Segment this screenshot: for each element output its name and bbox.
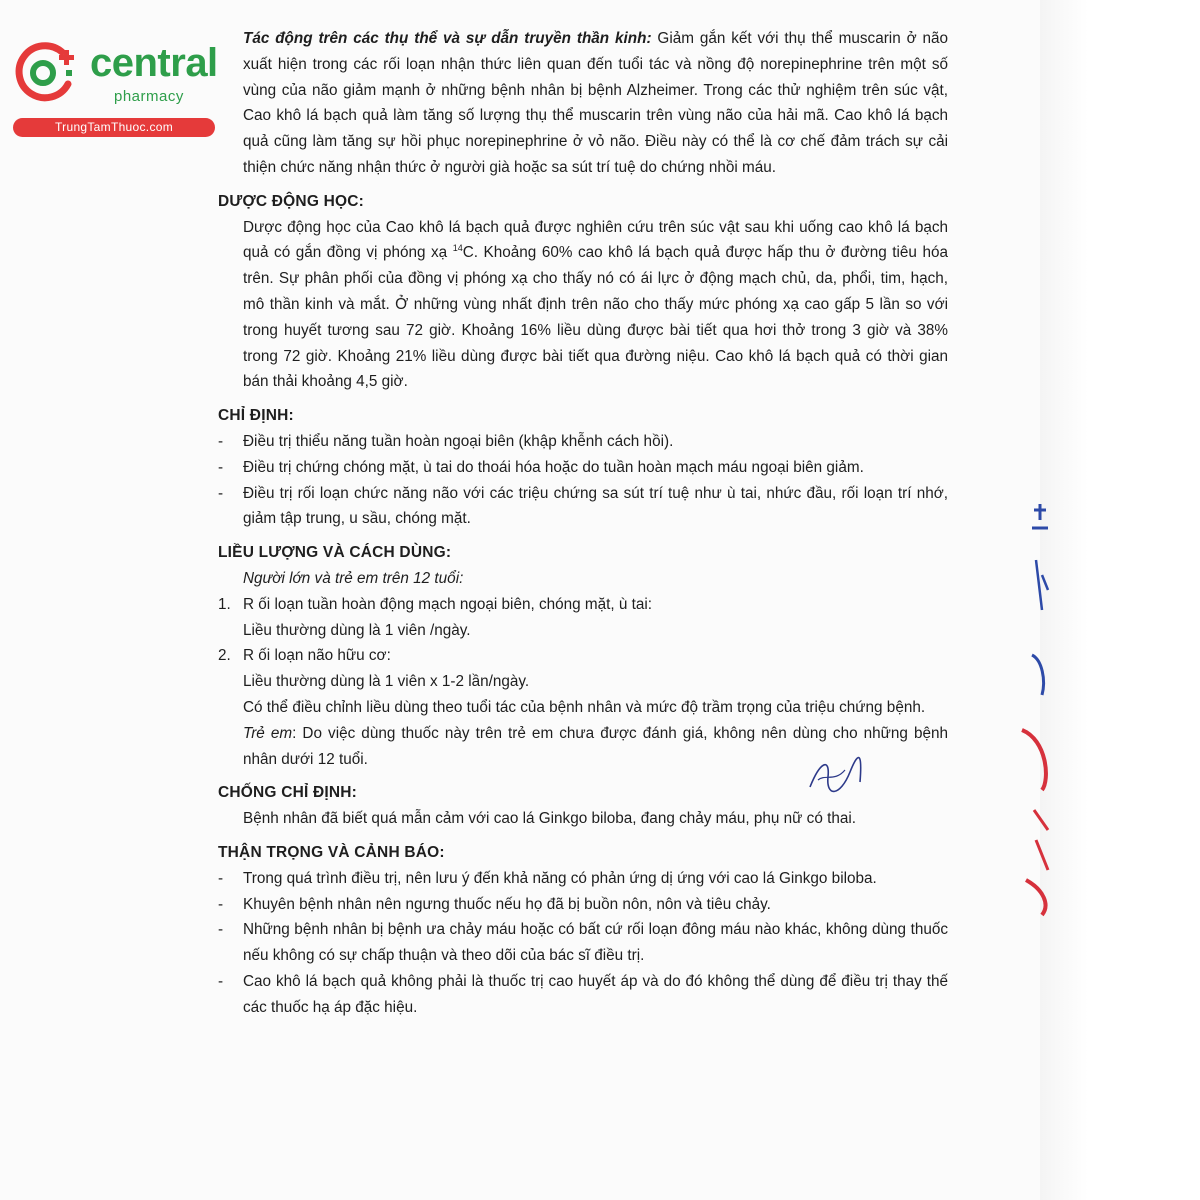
- indication-item: - Điều trị thiểu năng tuần hoàn ngoại biên (khập khễnh cách hồi).: [218, 429, 948, 455]
- warning-item: - Cao khô lá bạch quả không phải là thuốc trị cao huyết áp và do đó không thể dùng để điều trị thay thế các thuốc hạ áp đặc hiệu.: [218, 969, 948, 1021]
- pk-text-a: Dược động học của Cao khô lá bạch quả được nghiên cứu trên súc vật sau khi uống cao khô lá bạch quả có gắn đồng vị phóng xạ: [243, 218, 948, 262]
- intro-paragraph: [218, 26, 948, 181]
- contraindications-text: Bệnh nhân đã biết quá mẫn cảm với cao lá Ginkgo biloba, đang chảy máu, phụ nữ có thai.: [243, 810, 856, 828]
- indications-heading: CHỈ ĐỊNH:: [218, 407, 294, 425]
- indication-text: Điều trị chứng chóng mặt, ù tai do thoái hóa hoặc do tuần hoàn mạch máu ngoại biên giảm.: [243, 458, 864, 476]
- document-body: [218, 26, 948, 1020]
- warning-item: - Những bệnh nhân bị bệnh ưa chảy máu hoặc có bất cứ rối loạn đông máu nào khác, không dùng thuốc nếu không có sự chấp thuận và theo dõi của bác sĩ điều trị.: [218, 917, 948, 969]
- pk-text-b: C. Khoảng 60% cao khô lá bạch quả được hấp thu ở đường tiêu hóa trên. Sự phân phối của đồng vị phóng xạ cho thấy nó có ái lực ở động mạch chủ, da, phổi, tim, hạch, mô thần kinh và mắt. Ở những vùng nhất định trên não cho thấy mức phóng xạ cao gấp 5 lần so với trong huyết tương sau 72 giờ. Khoảng 16% liều dùng được bài tiết qua hơi thở trong 3 giờ và 38% trong 72 giờ. Khoảng 21% liều dùng được bài tiết qua đường niệu. Cao khô lá bạch quả có thời gian bán thải khoảng 4,5 giờ.: [243, 244, 948, 391]
- warnings-heading: THẬN TRỌNG VÀ CẢNH BÁO:: [218, 843, 445, 861]
- warning-text: Cao khô lá bạch quả không phải là thuốc trị cao huyết áp và do đó không thể dùng để điều trị thay thế các thuốc hạ áp đặc hiệu.: [243, 972, 948, 1016]
- page-margin: [1040, 0, 1200, 1200]
- dosage-adjust: Có thể điều chỉnh liều dùng theo tuổi tác của bệnh nhân và mức độ trầm trọng của triệu chứng bệnh.: [243, 698, 926, 716]
- pharmacy-cross-logo-icon: [10, 38, 80, 108]
- warning-text: Trong quá trình điều trị, nên lưu ý đến khả năng có phản ứng dị ứng với cao lá Ginkgo biloba.: [243, 869, 877, 887]
- dosage-item: [218, 643, 948, 669]
- dosage-item: [218, 592, 948, 618]
- warning-text: Khuyên bệnh nhân nên ngưng thuốc nếu họ đã bị buồn nôn, nôn và tiêu chảy.: [243, 895, 771, 913]
- dosage-item-dose: Liều thường dùng là 1 viên /ngày.: [243, 621, 471, 639]
- dosage-item-number: 2.: [218, 647, 231, 665]
- intro-body: Giảm gắn kết với thụ thể muscarin ở não xuất hiện trong các rối loạn nhận thức liên quan đến tuổi tác và nồng độ norepinephrine trên một số vùng của não giảm mạnh ở những bệnh nhân bị bệnh Alzheimer. Trong các thử nghiệm trên súc vật, Cao khô lá bạch quả làm tăng số lượng thụ thể muscarin trên vùng não của hải mã. Cao khô lá bạch quả cũng làm tăng sự hồi phục norepinephrine ở vỏ não. Điều này có thể là cơ chế đảm trách sự cải thiện chức năng nhận thức ở người già hoặc sa sút trí tuệ do chứng nhồi máu.: [243, 30, 948, 176]
- indication-text: Điều trị rối loạn chức năng não với các triệu chứng sa sút trí tuệ như ù tai, nhức đầu, rối loạn trí nhớ, giảm tập trung, u sầu, chóng mặt.: [243, 484, 948, 528]
- warning-item: - Khuyên bệnh nhân nên ngưng thuốc nếu họ đã bị buồn nôn, nôn và tiêu chảy.: [218, 892, 948, 918]
- contraindications-heading: CHỐNG CHỈ ĐỊNH:: [218, 784, 358, 802]
- logo-wordmark: central: [90, 41, 218, 85]
- dosage-item-number: 1.: [218, 595, 231, 613]
- intro-lead: Tác động trên các thụ thể và sự dẫn truyền thần kinh:: [243, 30, 652, 47]
- signature-mark: [800, 752, 870, 802]
- dosage-heading: LIỀU LƯỢNG VÀ CÁCH DÙNG:: [218, 544, 452, 562]
- indication-item: - Điều trị rối loạn chức năng não với các triệu chứng sa sút trí tuệ như ù tai, nhức đầu, rối loạn trí nhớ, giảm tập trung, u sầu, chóng mặt.: [218, 481, 948, 533]
- children-text: : Do việc dùng thuốc này trên trẻ em chưa được đánh giá, không nên dùng cho những bệnh nhân dưới 12 tuổi.: [243, 724, 949, 768]
- warning-item: - Trong quá trình điều trị, nên lưu ý đến khả năng có phản ứng dị ứng với cao lá Ginkgo biloba.: [218, 866, 948, 892]
- pharmacokinetics-paragraph: [218, 215, 948, 396]
- official-stamp-fragment: [1012, 480, 1052, 920]
- warning-text: Những bệnh nhân bị bệnh ưa chảy máu hoặc có bất cứ rối loạn đông máu nào khác, không dùng thuốc nếu không có sự chấp thuận và theo dõi của bác sĩ điều trị.: [243, 921, 948, 965]
- dosage-item-title: R ối loạn não hữu cơ:: [243, 647, 391, 665]
- logo-tagline: pharmacy: [114, 88, 184, 105]
- pharmacokinetics-heading: DƯỢC ĐỘNG HỌC:: [218, 192, 364, 210]
- logo-website: TrungTamThuoc.com: [13, 118, 215, 137]
- dosage-item-title: R ối loạn tuần hoàn động mạch ngoại biên, chóng mặt, ù tai:: [243, 595, 653, 613]
- children-label: Trẻ em: [243, 724, 293, 742]
- central-pharmacy-logo[interactable]: [10, 38, 218, 138]
- dosage-audience: Người lớn và trẻ em trên 12 tuổi:: [243, 569, 464, 587]
- dosage-item-dose: Liều thường dùng là 1 viên x 1-2 lần/ngày.: [243, 673, 530, 691]
- isotope-superscript: 14: [452, 243, 463, 254]
- indication-text: Điều trị thiểu năng tuần hoàn ngoại biên (khập khễnh cách hồi).: [243, 432, 674, 450]
- indication-item: - Điều trị chứng chóng mặt, ù tai do thoái hóa hoặc do tuần hoàn mạch máu ngoại biên giảm.: [218, 455, 948, 481]
